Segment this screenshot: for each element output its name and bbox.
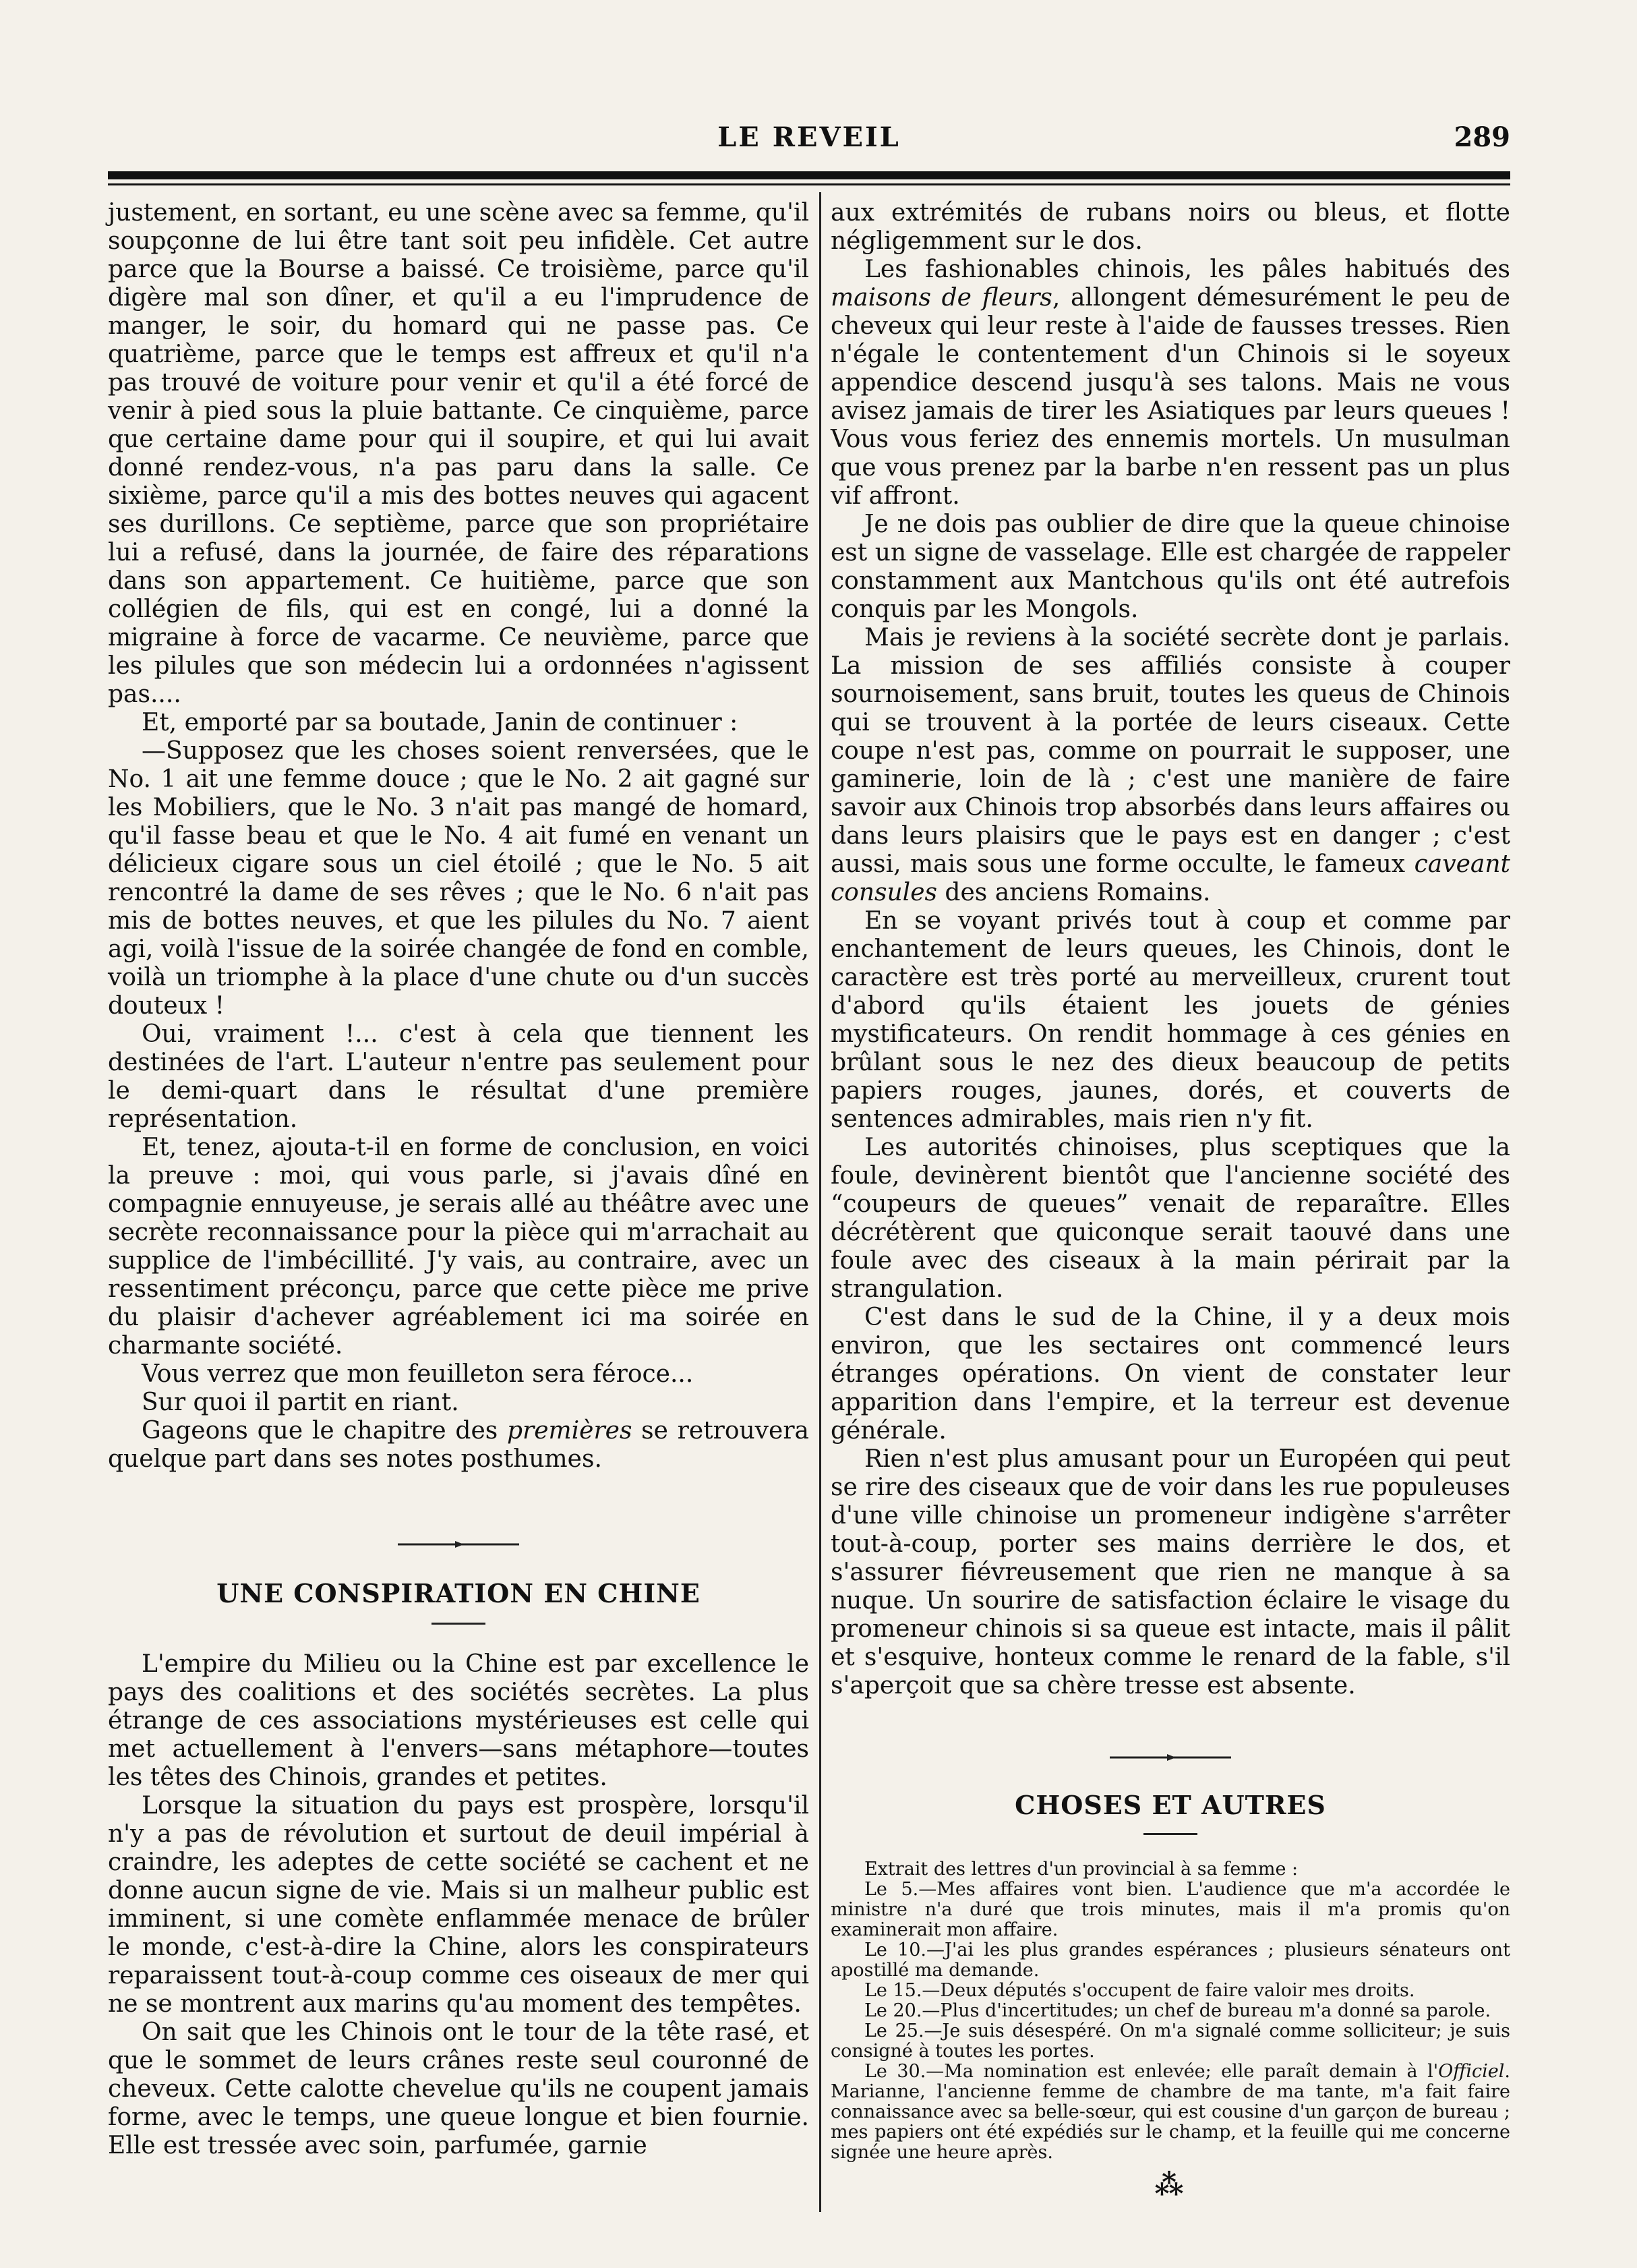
italic-text: Officiel [1438,2061,1505,2082]
paragraph: Lorsque la situation du pays est prospère, lorsqu'il n'y a pas de révolution et surtout de deuil impérial à craindre, les adeptes de cette société se cachent et ne donne aucun signe de vie. Mais si un malheur public est imminent, si une comète enflammée menace de brûler le monde, c'est-à-dire la Chine, alors les conspirateurs reparaissent tout-à-coup comme ces oiseaux de mer qui ne se montrent aux marins qu'au moment des tempêtes. [108,1792,809,2018]
paragraph: C'est dans le sud de la Chine, il y a deux mois environ, que les sectaires ont commencé leurs étranges opérations. On vient de constater leur apparition dans l'empire, et la terreur est devenue générale. [831,1304,1510,1445]
paragraph: Et, tenez, ajouta-t-il en forme de conclusion, en voici la preuve : moi, qui vous parle, si j'avais dîné en compagnie ennuyeuse, je serais allé au théâtre avec une secrète reconnaissance pour la pièce qui m'arrachait au supplice de l'imbécillité. J'y vais, au contraire, avec un ressentiment préconçu, parce que cette pièce me prive du plaisir d'achever agréablement ici ma soirée en charmante société. [108,1134,809,1360]
spacer [108,1474,809,1538]
paragraph: L'empire du Milieu ou la Chine est par excellence le pays des coalitions et des sociétés secrètes. La plus étrange de ces associations mystérieuses est celle qui met actuellement à l'envers—sans métaphore—toutes les têtes des Chinois, grandes et petites. [108,1650,809,1791]
section-title: UNE CONSPIRATION EN CHINE [216,1578,701,1608]
text-run: Les fashionables chinois, les pâles habitués des [864,256,1510,283]
text-run: Mais je reviens à la société secrète dont je parlais. La mission de ses affiliés consiste à couper sournoisement, sans bruit, toutes les queus de Chinois qui se trouvent à la portée de leurs ciseaux. Cette coupe n'est pas, comme on pourrait le supposer, une gaminerie, loin de là ; c'est une manière de faire savoir aux Chinois trop absorbés dans leurs affaires ou dans leurs plaisirs que le pays est en danger ; c'est aussi, mais sous une forme occulte, le fameux [831,624,1510,878]
letter-entry: Le 20.—Plus d'incertitudes; un chef de bureau m'a donné sa parole. [864,2000,1491,2021]
asterism: ⁂ [1154,2168,1187,2201]
section-ornament [831,1751,1510,1767]
header-rule-thick [108,171,1510,179]
section-ornament [108,1538,809,1554]
paragraph: Rien n'est plus amusant pour un Européen qui peut se rire des ciseaux que de voir dans les rue populeuses d'une ville chinoise un promeneur indigène s'arrêter tout-à-coup, porter ses mains derrière le dos, et s'assurer fiévreusement que rien ne manque à sa nuque. Un sourire de satisfaction éclaire le visage du promeneur chinois si sa queue est intacte, mais il pâlit et s'esquive, honteux comme le renard de la fable, s'il s'aperçoit que sa chère tresse est absente. [831,1445,1510,1699]
letters-intro: Extrait des lettres d'un provincial à sa femme : [864,1859,1299,1880]
paragraph [831,624,1510,907]
section-title: CHOSES ET AUTRES [1015,1790,1326,1820]
column-divider [819,192,821,2212]
text-run: Le 30.—Ma nomination est enlevée; elle paraît demain à l' [864,2061,1439,2082]
paragraph: En se voyant privés tout à coup et comme par enchantement de leurs queues, les Chinois, dont le caractère est très porté au merveilleux, crurent tout d'abord qu'ils étaient les jouets de génies mystificateurs. On rendit hommage à ces génies en brûlant sous le nez des dieux beaucoup de petits papiers rouges, jaunes, dorés, et couverts de sentences admirables, mais rien n'y fit. [831,907,1510,1133]
letter-entry: Le 10.—J'ai les plus grandes espérances ; plusieurs sénateurs ont apostillé ma demande. [831,1940,1510,1981]
paragraph: Je ne dois pas oublier de dire que la queue chinoise est un signe de vasselage. Elle est chargée de rappeler constamment aux Mantchous qu'ils ont été autrefois conquis par les Mongols. [831,511,1510,623]
text-run: , allongent démesurément le peu de cheveux qui leur reste à l'aide de fausses tresses. Rien n'égale le contentement d'un Chinois si le soyeux appendice descend jusqu'à ses talons. Mais ne vous avisez jamais de tirer les Asiatiques par leurs queues ! Vous vous feriez des ennemis mortels. Un musulman que vous prenez par la barbe n'en ressent pas un plus vif affront. [831,284,1511,510]
letter-entry: Le 15.—Deux députés s'occupent de faire valoir mes droits. [864,1980,1415,2001]
text-run: des anciens Romains. [936,879,1211,906]
right-column [831,199,1510,2201]
paragraph: Et, emporté par sa boutade, Janin de continuer : [142,709,738,736]
journal-title: LE REVEIL [717,121,901,153]
spacer [831,1700,1510,1751]
left-column [108,199,809,2160]
spacer [108,1610,809,1623]
paragraph: Vous verrez que mon feuilleton sera féroce... [142,1360,694,1388]
spacer [108,1625,809,1650]
paragraph [831,256,1510,511]
letter-entry: Le 25.—Je suis désespéré. On m'a signalé comme solliciteur; je suis consigné à toutes les portes. [831,2020,1510,2062]
paragraph: aux extrémités de rubans noirs ou bleus, et flotte négligemment sur le dos. [831,199,1510,255]
paragraph [108,1417,809,1474]
italic-text: maisons de fleurs [831,284,1052,312]
letters-block [831,1859,1510,2163]
spacer [831,1822,1510,1833]
paragraph: Oui, vraiment !... c'est à cela que tiennent les destinées de l'art. L'auteur n'entre pas seulement pour le demi-quart dans le résultat d'une première représentation. [108,1020,809,1133]
italic-text: caveant consules [831,850,1510,906]
paragraph: Sur quoi il partit en riant. [142,1389,459,1416]
paragraph: —Supposez que les choses soient renversées, que le No. 1 ait une femme douce ; que le No. 2 ait gagné sur les Mobiliers, que le No. 3 n'ait pas mangé de homard, qu'il fasse beau et que le No. 4 ait fumé en venant un délicieux cigare sous un ciel étoilé ; que le No. 5 ait rencontré la dame de ses rêves ; que le No. 6 n'ait pas mis de bottes neuves, et que les pilules du No. 7 aient agi, voilà l'issue de la soirée changée de fond en comble, voilà un triomphe à la place d'une chute ou d'un succès douteux ! [108,737,809,1020]
spacer [831,1767,1510,1789]
text-run: se retrouvera quelque part dans ses notes posthumes. [108,1417,809,1473]
spacer [108,1554,809,1577]
spacer [831,1835,1510,1859]
header-rule-thin [108,183,1510,185]
page-header [108,121,1510,162]
italic-text: premières [506,1417,632,1445]
text-run: Gageons que le chapitre des [142,1417,507,1445]
text-run: . Marianne, l'ancienne femme de chambre de ma tante, m'a fait faire connaissance avec sa belle-sœur, qui est cousine d'un garçon de bureau ; mes papiers ont été expédiés sur le champ, et la feuille qui me concerne signée une heure après. [831,2061,1510,2163]
letter-entry: Le 5.—Mes affaires vont bien. L'audience que m'a accordée le ministre n'a duré que trois minutes, mais il m'a promis qu'on examinerait mon affaire. [831,1879,1510,1940]
paragraph: justement, en sortant, eu une scène avec sa femme, qu'il soupçonne de lui être tant soit peu infidèle. Cet autre parce que la Bourse a baissé. Ce troisième, parce qu'il digère mal son dîner, et qu'il a eu l'imprudence de manger, le soir, du homard qui ne passe pas. Ce quatrième, parce que le temps est affreux et qu'il n'a pas trouvé de voiture pour venir et qu'il a été forcé de venir à pied sous la pluie battante. Ce cinquième, parce que certaine dame pour qui il soupire, et qui lui avait donné rendez-vous, n'a pas paru dans la salle. Ce sixième, parce qu'il a mis des bottes neuves qui agacent ses durillons. Ce septième, parce que son propriétaire lui a refusé, dans la journée, de faire des réparations dans son appartement. Ce huitième, parce que son collégien de fils, qui est en congé, lui a donné la migraine à force de vacarme. Ce neuvième, parce que les pilules que son médecin lui a ordonnées n'agissent pas.... [108,199,809,708]
paragraph: On sait que les Chinois ont le tour de la tête rasé, et que le sommet de leurs crânes reste seul couronné de cheveux. Cette calotte chevelue qu'ils ne coupent jamais forme, avec le temps, une queue longue et bien fournie. Elle est tressée avec soin, parfumée, garnie [108,2018,809,2159]
page-number: 289 [1454,121,1510,153]
paragraph: Les autorités chinoises, plus sceptiques que la foule, devinèrent bientôt que l'ancienne société des “coupeurs de queues” venait de reparaître. Elles décrétèrent que quiconque serait taouvé dans une foule avec des ciseaux à la main périrait par la strangulation. [831,1134,1510,1303]
letter-entry [831,2062,1510,2163]
